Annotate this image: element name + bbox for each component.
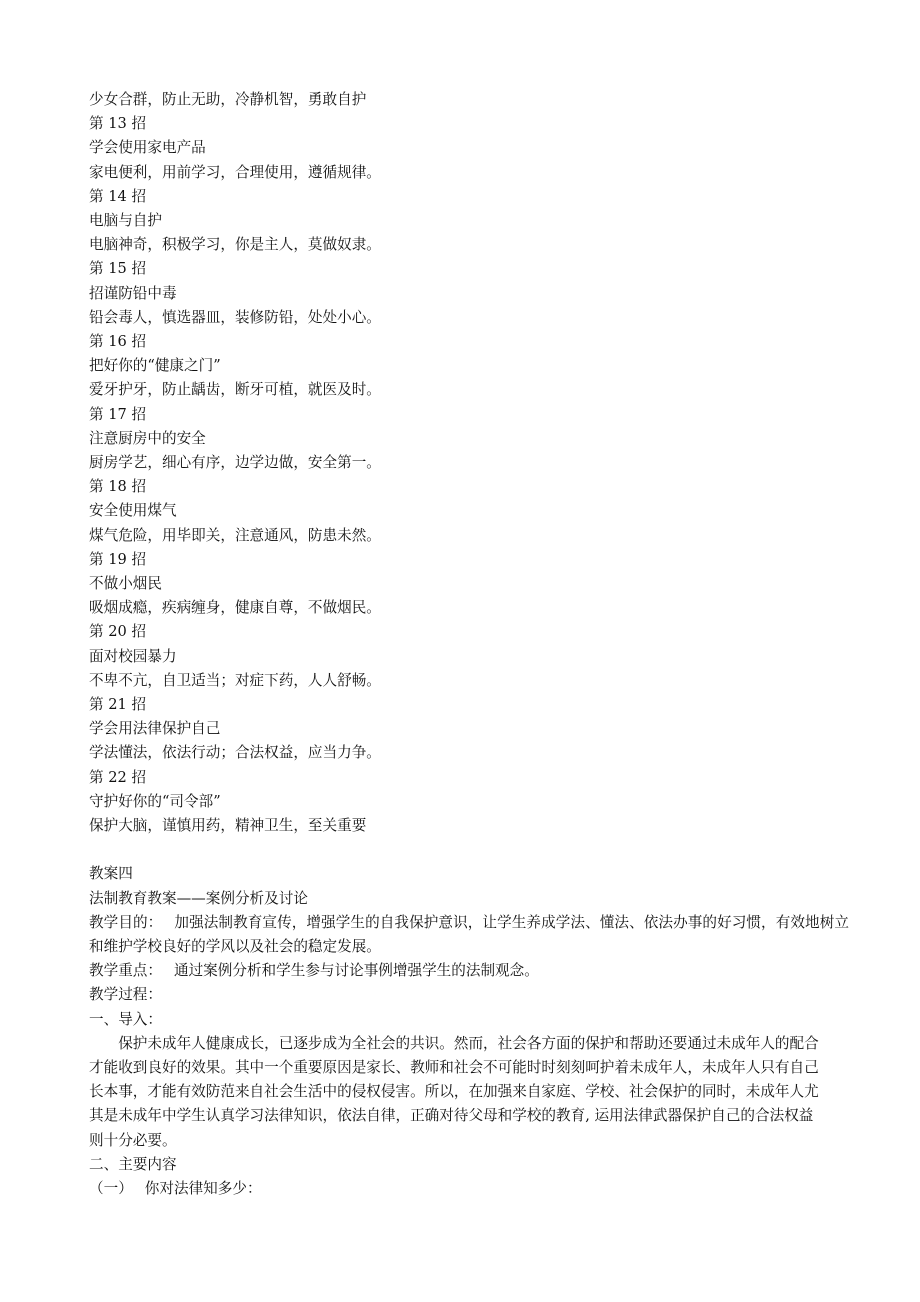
tip-number: 第 16 招 <box>89 333 147 351</box>
tip-title: 不做小烟民 <box>89 575 162 593</box>
tip-slogan: 电脑神奇，积极学习，你是主人，莫做奴隶。 <box>89 236 381 254</box>
document-page <box>89 88 849 1201</box>
main-content-heading: 二、主要内容 <box>89 1155 177 1173</box>
tip-number: 第 18 招 <box>89 478 147 496</box>
teaching-goal <box>89 911 849 959</box>
tip-number: 第 14 招 <box>89 187 147 205</box>
intro-heading: 一、导入： <box>89 1010 162 1028</box>
tip-slogan: 厨房学艺，细心有序，边学边做，安全第一。 <box>89 454 381 472</box>
tip-title: 面对校园暴力 <box>89 647 177 665</box>
sub-heading <box>89 1177 849 1201</box>
lesson-heading: 教案四 <box>89 865 133 883</box>
teaching-goal-label: 教学目的： <box>89 913 163 931</box>
tip-title: 电脑与自护 <box>89 212 162 230</box>
teaching-focus-text: 通过案例分析和学生参与讨论事例增强学生的法制观念。 <box>173 962 539 980</box>
lesson-title: 法制教育教案——案例分析及讨论 <box>89 889 308 907</box>
tip-title: 守护好你的“司令部” <box>89 792 221 810</box>
tip-slogan: 铅会毒人，慎选器皿，装修防铅，处处小心。 <box>89 308 381 326</box>
tip-number: 第 17 招 <box>89 405 147 423</box>
teaching-process-label: 教学过程： <box>89 986 162 1004</box>
tip-slogan: 不卑不亢，自卫适当；对症下药，人人舒畅。 <box>89 671 381 689</box>
tip-slogan: 吸烟成瘾，疾病缠身，健康自尊，不做烟民。 <box>89 599 381 617</box>
tip-number: 第 15 招 <box>89 260 147 278</box>
teaching-focus-label: 教学重点： <box>89 962 162 980</box>
tip-title: 安全使用煤气 <box>89 502 177 520</box>
teaching-focus <box>89 959 849 983</box>
tip-number: 第 19 招 <box>89 550 147 568</box>
teaching-goal-text: 加强法制教育宣传，增强学生的自我保护意识，让学生养成学法、懂法、依法办事的好习惯，有效地树立和维护学校良好的学风以及社会的稳定发展。 <box>89 913 849 955</box>
sub-heading-text: 你对法律知多少： <box>144 1179 262 1197</box>
tip-number: 第 20 招 <box>89 623 147 641</box>
intro-paragraph: 保护未成年人健康成长，已逐步成为全社会的共识。然而，社会各方面的保护和帮助还要通过未成年人的配合才能收到良好的效果。其中一个重要原因是家长、教师和社会不可能时时刻刻呵护着未成年人，未成年人只有自己长本事，才能有效防范来自社会生活中的侵权侵害。所以，在加强来自家庭、学校、社会保护的同时，未成年人尤其是未成年中学生认真学习法律知识，依法自律，正确对待父母和学校的教育, 运用法律武器保护自己的合法权益则十分必要。 <box>89 1034 819 1149</box>
tip-number: 第 13 招 <box>89 115 147 133</box>
tip-slogan: 少女合群，防止无助，冷静机智，勇敢自护 <box>89 91 367 108</box>
tip-number: 第 21 招 <box>89 696 147 714</box>
tip-title: 把好你的“健康之门” <box>89 357 221 375</box>
tip-title: 注意厨房中的安全 <box>89 429 206 447</box>
tip-title: 学会使用家电产品 <box>89 139 206 157</box>
sub-heading-number: （一） <box>89 1179 133 1197</box>
tip-title: 学会用法律保护自己 <box>89 720 221 738</box>
tip-slogan: 学法懂法，依法行动；合法权益，应当力争。 <box>89 744 381 762</box>
tip-slogan: 爱牙护牙，防止龋齿，断牙可植，就医及时。 <box>89 381 381 399</box>
tip-slogan: 煤气危险，用毕即关，注意通风，防患未然。 <box>89 526 381 544</box>
tip-title: 招谨防铅中毒 <box>89 284 177 302</box>
tip-slogan: 保护大脑，谨慎用药，精神卫生，至关重要 <box>89 817 367 835</box>
blank-line <box>89 838 849 862</box>
tip-slogan: 家电便利，用前学习，合理使用，遵循规律。 <box>89 163 381 181</box>
tip-number: 第 22 招 <box>89 768 147 786</box>
